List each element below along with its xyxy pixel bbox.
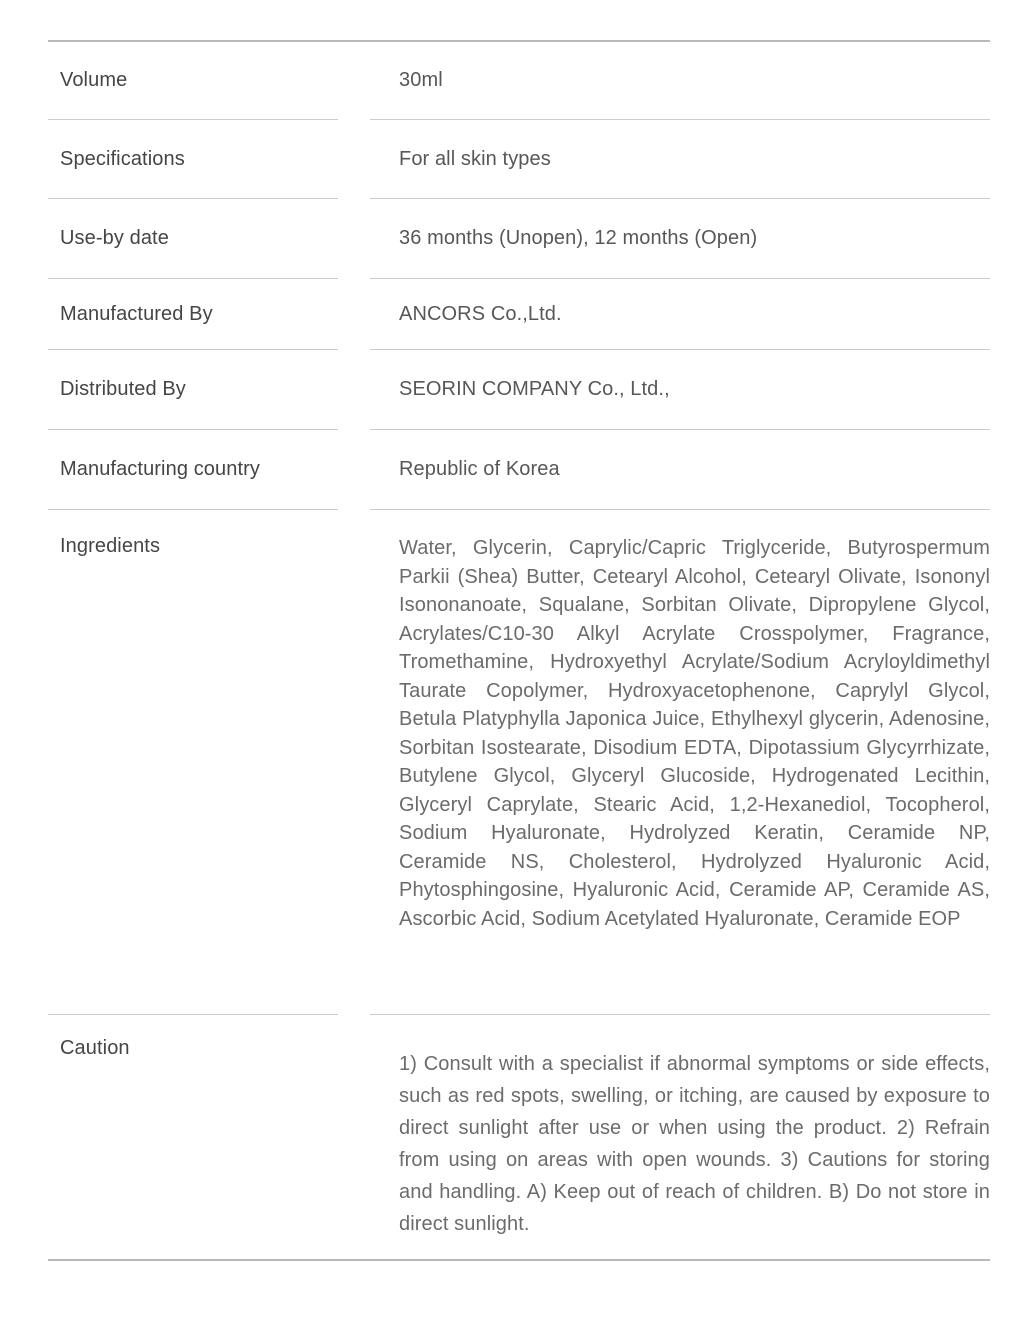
- spec-value-specifications: For all skin types: [370, 120, 990, 199]
- column-gap: [338, 350, 370, 430]
- spec-value-manufactured-by: ANCORS Co.,Ltd.: [370, 279, 990, 350]
- spec-row-ingredients: [48, 510, 990, 1015]
- spec-row-use-by-date: [48, 199, 990, 279]
- column-gap: [338, 42, 370, 120]
- spec-label-manufactured-by: Manufactured By: [48, 279, 338, 350]
- spec-label-distributed-by: Distributed By: [48, 350, 338, 430]
- spec-row-specifications: [48, 120, 990, 199]
- spec-label-specifications: Specifications: [48, 120, 338, 199]
- column-gap: [338, 279, 370, 350]
- spec-value-use-by-date: 36 months (Unopen), 12 months (Open): [370, 199, 990, 279]
- spec-label-ingredients: Ingredients: [48, 510, 338, 1015]
- spec-value-manufacturing-country: Republic of Korea: [370, 430, 990, 510]
- ingredients-text: Water, Glycerin, Caprylic/Capric Triglyceride, Butyrospermum Parkii (Shea) Butter, Cetearyl Alcohol, Cetearyl Olivate, Isononyl Isononanoate, Squalane, Sorbitan Olivate, Dipropylene Glycol, Acrylates/C10-30 Alkyl Acrylate Crosspolymer, Fragrance, Tromethamine, Hydroxyethyl Acrylate/Sodium Acryloyldimethyl Taurate Copolymer, Hydroxyacetophenone, Caprylyl Glycol, Betula Platyphylla Japonica Juice, Ethylhexyl glycerin, Adenosine, Sorbitan Isostearate, Disodium EDTA, Dipotassium Glycyrrhizate, Butylene Glycol, Glyceryl Glucoside, Hydrogenated Lecithin, Glyceryl Caprylate, Stearic Acid, 1,2-Hexanediol, Tocopherol, Sodium Hyaluronate, Hydrolyzed Keratin, Ceramide NP, Ceramide NS, Cholesterol, Hydrolyzed Hyaluronic Acid, Phytosphingosine, Hyaluronic Acid, Ceramide AP, Ceramide AS, Ascorbic Acid, Sodium Acetylated Hyaluronate, Ceramide EOP: [399, 537, 990, 930]
- spec-label-caution: Caution: [60, 1037, 130, 1059]
- column-gap: [338, 120, 370, 199]
- spec-row-volume: [48, 42, 990, 120]
- spec-label-volume: Volume: [48, 42, 338, 120]
- product-spec-table: [48, 40, 990, 1261]
- column-gap: [338, 510, 370, 1015]
- spec-row-manufactured-by: [48, 279, 990, 350]
- spec-label-use-by-date: Use-by date: [48, 199, 338, 279]
- caution-text: 1) Consult with a specialist if abnormal symptoms or side effects, such as red spots, swelling, or itching, are caused by exposure to direct sunlight after use or when using the product. 2) Refrain from using on areas with open wounds. 3) Cautions for storing and handling. A) Keep out of reach of children. B) Do not store in direct sunlight.: [399, 1053, 990, 1235]
- spec-value-caution: [370, 1015, 990, 1259]
- spec-row-manufacturing-country: [48, 430, 990, 510]
- spec-label-manufacturing-country: Manufacturing country: [48, 430, 338, 510]
- column-gap: [338, 1015, 370, 1259]
- spec-value-distributed-by: SEORIN COMPANY Co., Ltd.,: [370, 350, 990, 430]
- spec-row-distributed-by: [48, 350, 990, 430]
- column-gap: [338, 199, 370, 279]
- column-gap: [338, 430, 370, 510]
- spec-value-ingredients: [370, 510, 990, 1015]
- spec-row-caution: [48, 1015, 990, 1259]
- spec-value-volume: 30ml: [370, 42, 990, 120]
